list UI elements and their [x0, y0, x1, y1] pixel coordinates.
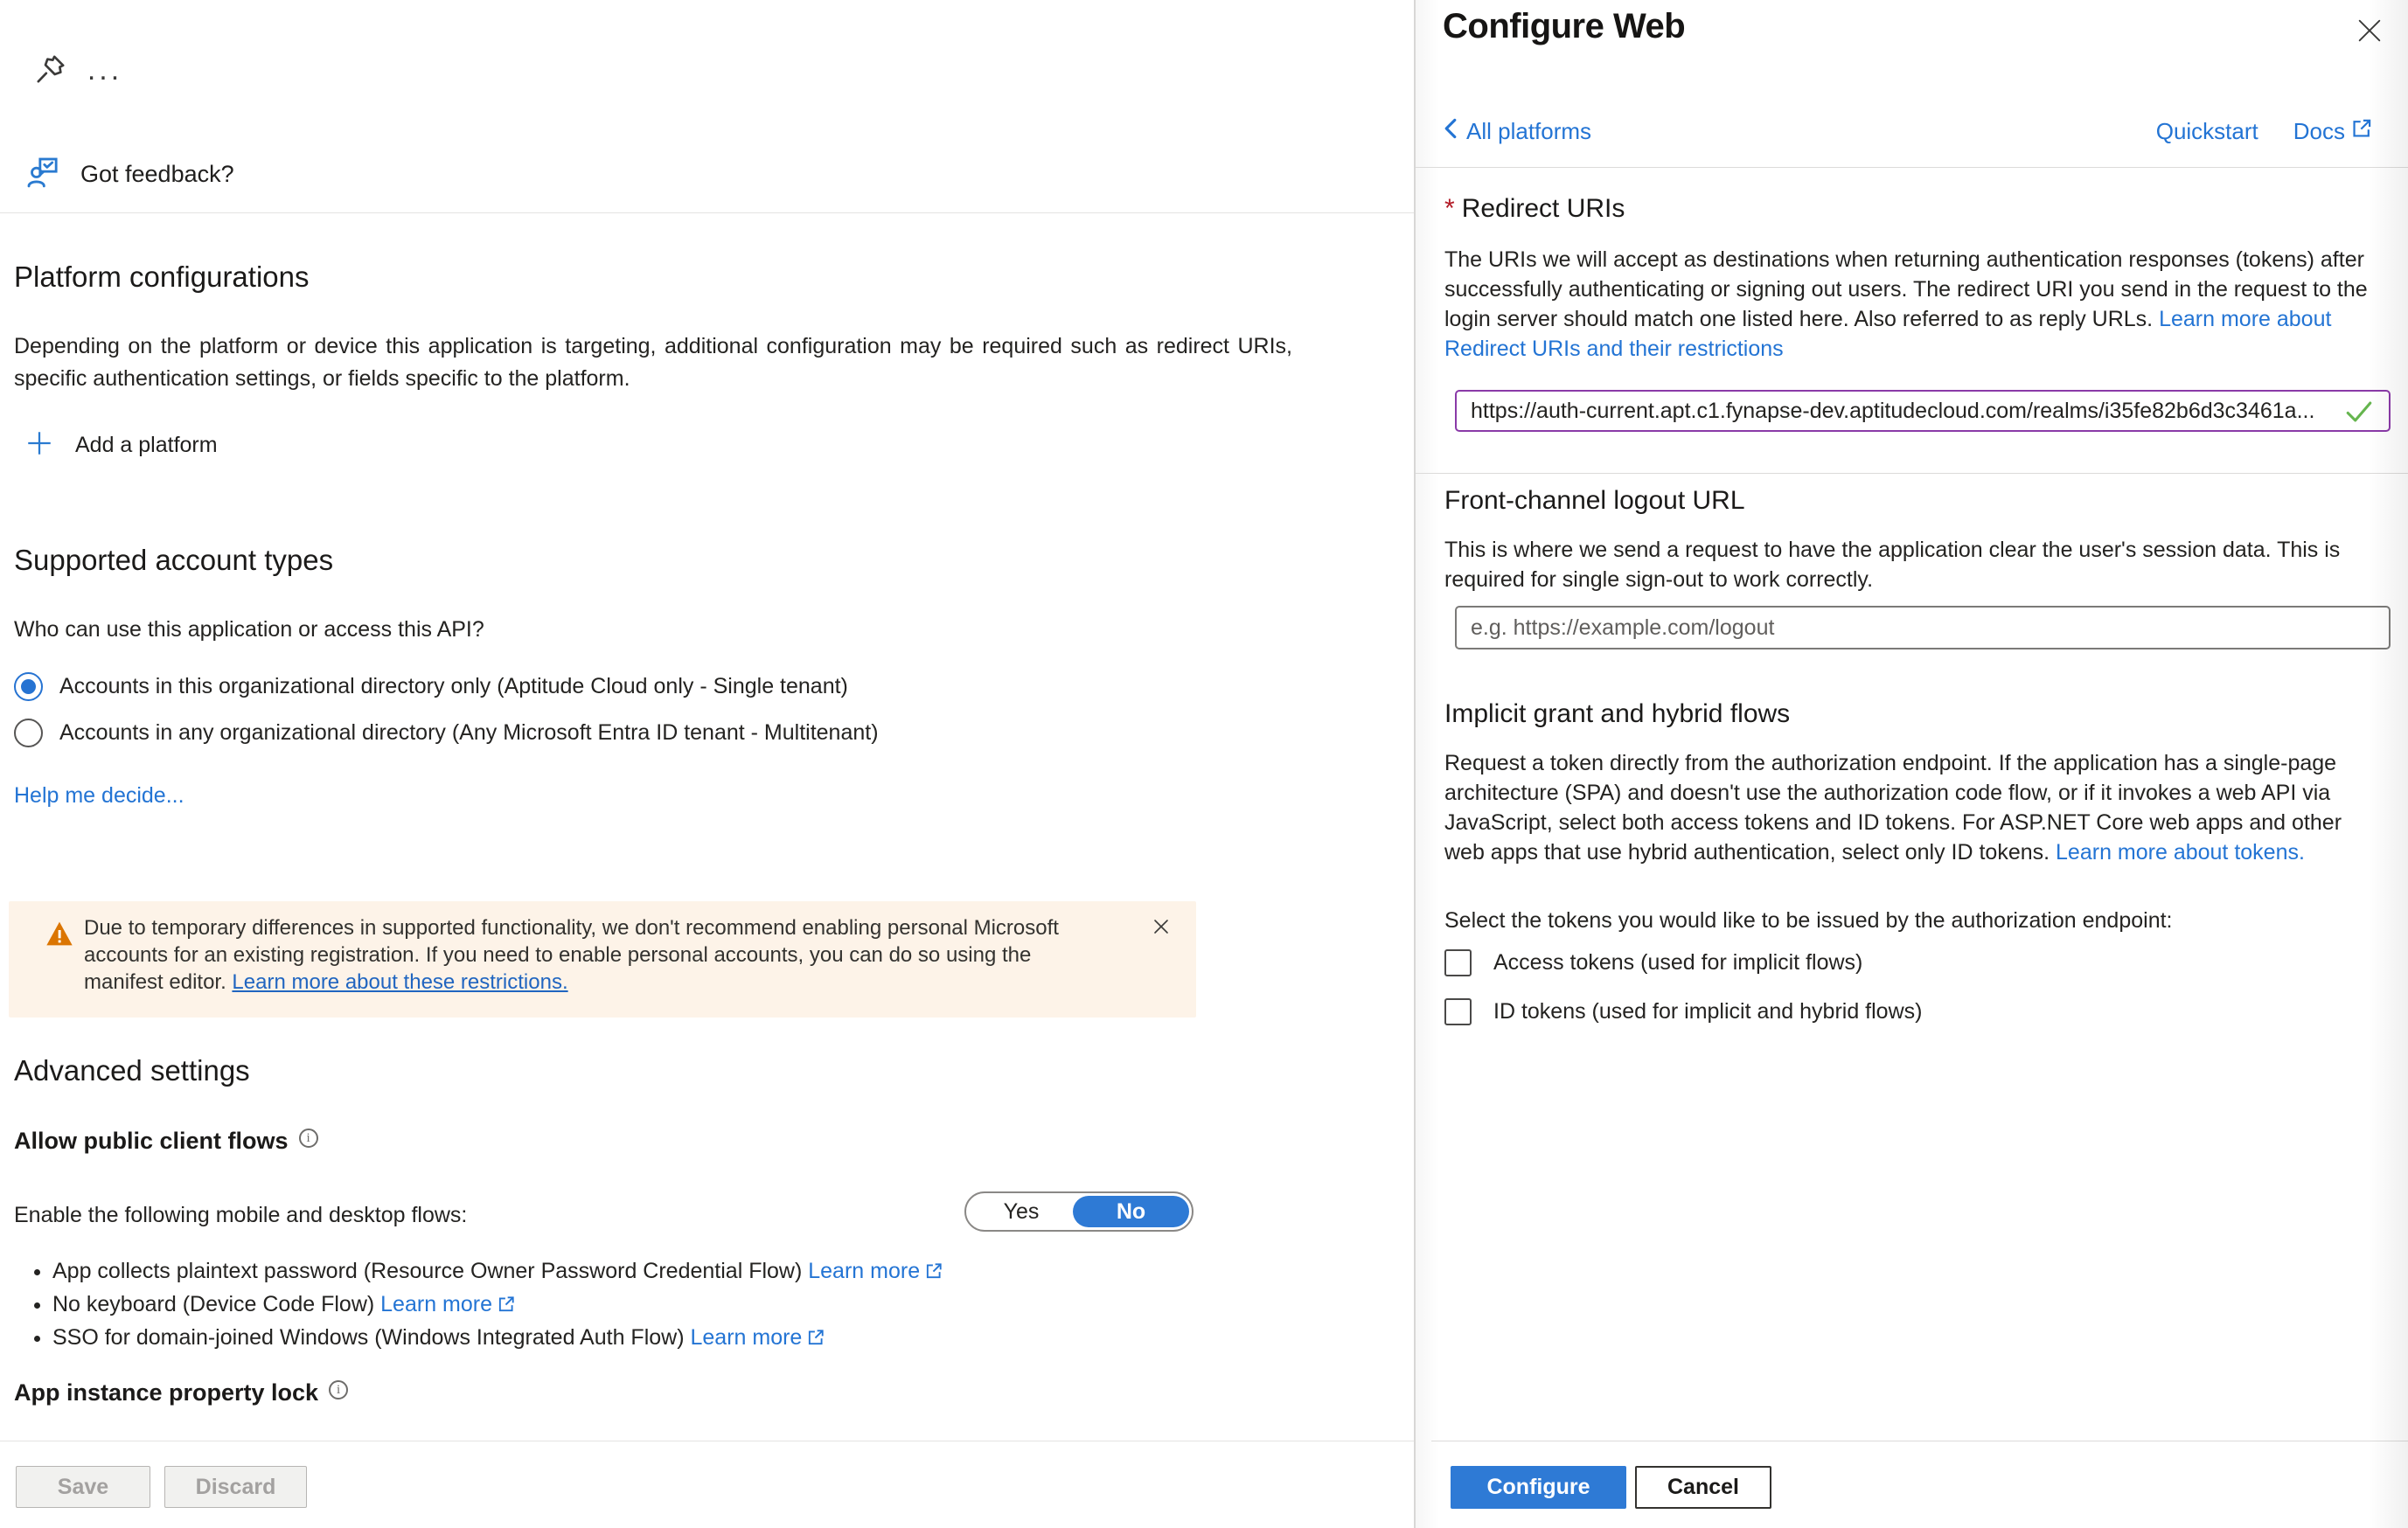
list-item: • App collects plaintext password (Resource Owner Password Credential Flow) Learn more [52, 1256, 943, 1289]
quickstart-link[interactable]: Quickstart [2155, 117, 2258, 144]
cancel-button[interactable]: Cancel [1635, 1466, 1771, 1509]
toolbar-divider [0, 212, 1414, 213]
front-channel-logout-heading: Front-channel logout URL [1444, 486, 1745, 515]
help-me-decide-link[interactable]: Help me decide... [14, 783, 184, 808]
more-options-button[interactable] [84, 49, 126, 91]
configure-web-panel [1414, 0, 2408, 1528]
ellipsis-icon: ... [87, 53, 123, 87]
feedback-label: Got feedback? [80, 161, 234, 187]
access-tokens-checkbox-row[interactable] [1444, 944, 1862, 981]
discard-button[interactable]: Discard [164, 1466, 307, 1508]
checkbox-icon[interactable] [1444, 998, 1472, 1025]
learn-more-link[interactable]: Learn more [690, 1325, 803, 1350]
save-button[interactable]: Save [16, 1466, 150, 1508]
external-link-icon [806, 1325, 825, 1356]
radio-selected-icon [14, 672, 43, 701]
warning-text: Due to temporary differences in supported functionality, we don't recommend enabling personal Microsoft accounts for an existing registration. If you need to enable personal accounts, you can do so using the manifest editor. Learn more about these restrictions. [84, 916, 1059, 994]
required-asterisk: * [1444, 194, 1455, 223]
all-platforms-back-link[interactable]: All platforms [1443, 118, 1591, 145]
redirect-uris-learn-more-link[interactable]: Learn more about Redirect URIs and their restrictions [1444, 307, 2332, 361]
platform-configurations-title: Platform configurations [14, 260, 310, 293]
radio-multitenant[interactable] [14, 712, 879, 753]
warning-icon [45, 920, 73, 951]
toggle-no-option[interactable]: No [1073, 1196, 1189, 1227]
pin-button[interactable] [30, 49, 72, 91]
add-platform-button[interactable] [24, 428, 218, 462]
restrictions-link[interactable]: Learn more about these restrictions. [232, 970, 568, 994]
checkbox-icon[interactable] [1444, 949, 1472, 976]
select-tokens-label: Select the tokens you would like to be issued by the authorization endpoint: [1444, 908, 2173, 933]
pin-icon [33, 52, 68, 89]
platform-configurations-description: Depending on the platform or device this application is targeting, additional configuration may be required such as redirect URIs, specific authentication settings, or fields specific to the platform. [14, 334, 1292, 391]
access-tokens-label: Access tokens (used for implicit flows) [1493, 949, 1863, 975]
warning-close-button[interactable] [1140, 906, 1182, 948]
external-link-icon [497, 1292, 516, 1323]
public-client-flows-toggle[interactable] [964, 1191, 1194, 1232]
toggle-yes-option[interactable]: Yes [1003, 1198, 1040, 1224]
panel-nav-divider [1416, 167, 2408, 168]
front-channel-logout-description: This is where we send a request to have the application clear the user's session data. This is required for single sign-out to work correctly. [1444, 538, 2341, 592]
implicit-grant-description: Request a token directly from the authorization endpoint. If the application has a single-page architecture (SPA) and doesn't use the authorization code flow, or if it invokes a web API via JavaScript, select both access tokens and ID tokens. For ASP.NET Core web apps and other web apps that use hybrid authentication, select only ID tokens. Learn more about tokens. [1444, 751, 2342, 865]
close-icon [2355, 16, 2384, 48]
feedback-icon [26, 154, 61, 195]
got-feedback-link[interactable] [26, 154, 234, 195]
id-tokens-checkbox-row[interactable] [1444, 993, 1922, 1030]
learn-more-link[interactable]: Learn more [380, 1292, 493, 1316]
docs-link[interactable]: Docs [2293, 117, 2345, 144]
add-platform-label: Add a platform [75, 433, 218, 457]
list-item: • SSO for domain-joined Windows (Windows Integrated Auth Flow) Learn more [52, 1323, 943, 1356]
panel-title: Configure Web [1443, 7, 1686, 45]
radio-single-tenant[interactable] [14, 666, 848, 706]
mobile-desktop-flows-list [40, 1256, 943, 1356]
info-icon[interactable]: i [299, 1129, 318, 1148]
implicit-grant-heading: Implicit grant and hybrid flows [1444, 699, 1791, 728]
warning-banner [9, 901, 1196, 1018]
redirect-uri-input[interactable] [1455, 390, 2391, 432]
redirect-uris-heading: * Redirect URIs [1444, 194, 1625, 223]
panel-close-button[interactable] [2350, 12, 2389, 51]
advanced-settings-title: Advanced settings [14, 1054, 250, 1087]
id-tokens-label: ID tokens (used for implicit and hybrid flows) [1493, 998, 1923, 1024]
front-channel-logout-input[interactable] [1455, 606, 2391, 649]
configure-button[interactable]: Configure [1451, 1466, 1626, 1509]
close-icon [1151, 916, 1172, 940]
info-icon[interactable]: i [329, 1380, 348, 1400]
panel-left-shadow [1416, 0, 1440, 1528]
radio-single-tenant-label: Accounts in this organizational directory only (Aptitude Cloud only - Single tenant) [59, 673, 848, 698]
app-instance-property-lock-label: App instance property lock [14, 1379, 319, 1406]
panel-nav [1443, 114, 2373, 149]
external-link-icon [2350, 117, 2373, 146]
plus-icon [24, 428, 54, 462]
radio-unselected-icon [14, 719, 43, 747]
learn-more-link[interactable]: Learn more [808, 1259, 921, 1283]
section-divider [1416, 473, 2408, 474]
enable-flows-label: Enable the following mobile and desktop flows: [14, 1203, 468, 1227]
chevron-left-icon [1443, 118, 1458, 145]
account-types-question: Who can use this application or access this API? [14, 617, 484, 642]
valid-check-icon [2344, 399, 2374, 429]
allow-public-client-flows-label: Allow public client flows [14, 1128, 289, 1154]
redirect-uris-description: The URIs we will accept as destinations when returning authentication responses (tokens) after successfully authenticating or signing out users. The redirect URI you send in the request to the login server should match one listed here. Also referred to as reply URLs. Learn more about Redirect URIs and their restrictions [1444, 247, 2368, 361]
list-item: • No keyboard (Device Code Flow) Learn more [52, 1289, 943, 1323]
learn-more-tokens-link[interactable]: Learn more about tokens. [2056, 840, 2305, 865]
external-link-icon [924, 1259, 943, 1289]
supported-account-types-title: Supported account types [14, 544, 334, 576]
radio-multitenant-label: Accounts in any organizational directory (Any Microsoft Entra ID tenant - Multitenant) [59, 719, 879, 745]
